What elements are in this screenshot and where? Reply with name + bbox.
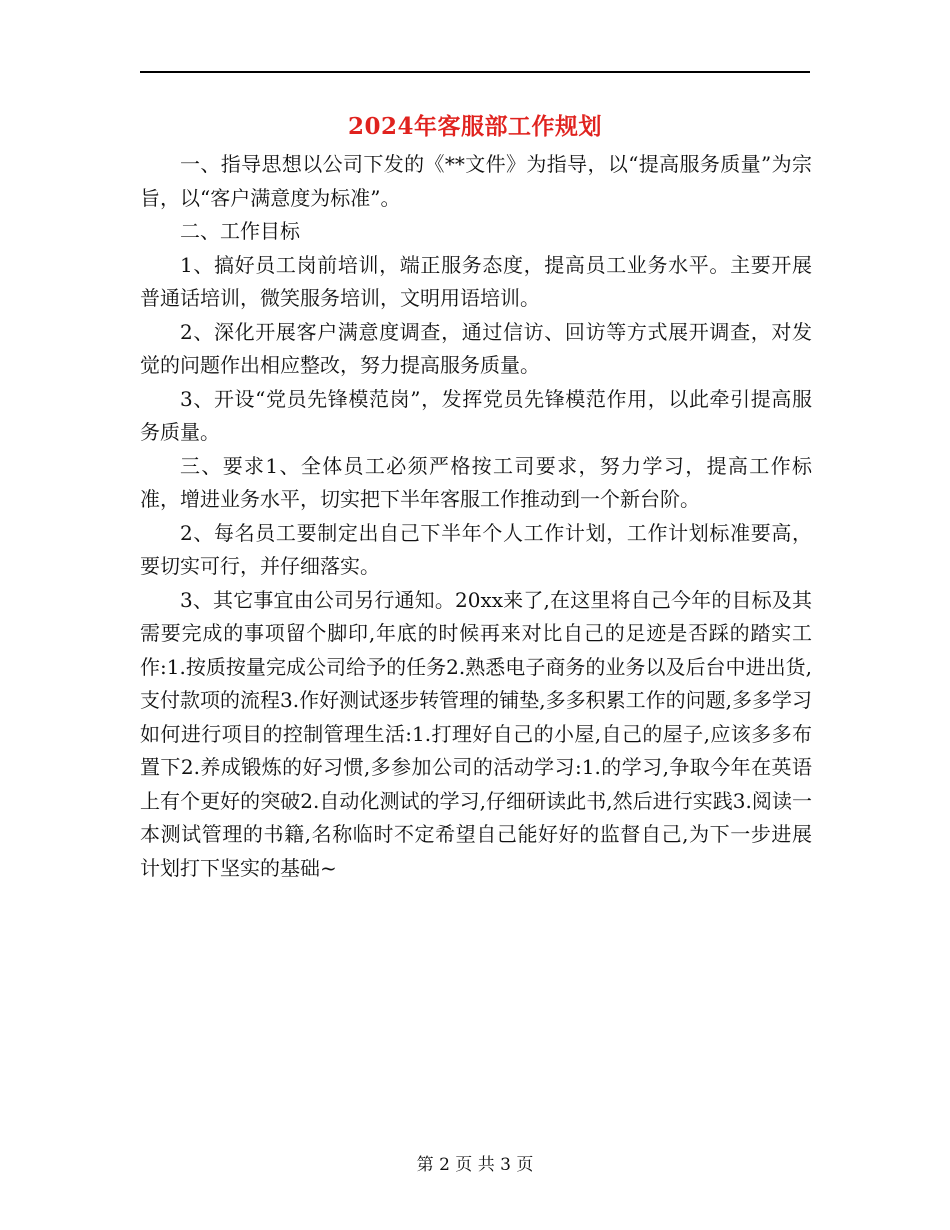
document-body bbox=[140, 148, 812, 885]
paragraph-guiding-ideology: 一、指导思想以公司下发的《**文件》为指导，以“提高服务质量”为宗旨，以“客户满意度为标准”。 bbox=[140, 152, 812, 210]
page-number: 第 2 页 共 3 页 bbox=[416, 1155, 534, 1175]
paragraph-goal-3: 3、开设“党员先锋模范岗”，发挥党员先锋模范作用，以此牵引提高服务质量。 bbox=[140, 386, 812, 444]
paragraph-requirements-3: 3、其它事宜由公司另行通知。20xx来了,在这里将自己今年的目标及其需要完成的事项留个脚印,年底的时候再来对比自己的足迹是否踩的踏实工作:1.按质按量完成公司给予的任务2.熟悉电子商务的业务以及后台中进出货,支付款项的流程3.作好测试逐步转管理的铺垫,多多积累工作的问题,多多学习如何进行项目的控制管理生活:1.打理好自己的小屋,自己的屋子,应该多多布置下2.养成锻炼的好习惯,多参加公司的活动学习:1.的学习,争取今年在英语上有个更好的突破2.自动化测试的学习,仔细研读此书,然后进行实践3.阅读一本测试管理的书籍,名称临时不定希望自己能好好的监督自己,为下一步进展计划打下坚实的基础~ bbox=[140, 587, 812, 880]
paragraph-work-goals-heading: 二、工作目标 bbox=[180, 219, 300, 243]
document-title: 2024年客服部工作规划 bbox=[347, 113, 602, 140]
paragraph-goal-1: 1、搞好员工岗前培训，端正服务态度，提高员工业务水平。主要开展普通话培训，微笑服务培训，文明用语培训。 bbox=[140, 252, 812, 310]
paragraph-requirements-2: 2、每名员工要制定出自己下半年个人工作计划，工作计划标准要高，要切实可行，并仔细落实。 bbox=[140, 520, 812, 578]
header-rule bbox=[140, 71, 810, 73]
paragraph-goal-2: 2、深化开展客户满意度调查，通过信访、回访等方式展开调查，对发觉的问题作出相应整改，努力提高服务质量。 bbox=[140, 319, 812, 377]
paragraph-requirements-1: 三、要求1、全体员工必须严格按工司要求，努力学习，提高工作标准，增进业务水平，切实把下半年客服工作推动到一个新台阶。 bbox=[140, 453, 812, 511]
